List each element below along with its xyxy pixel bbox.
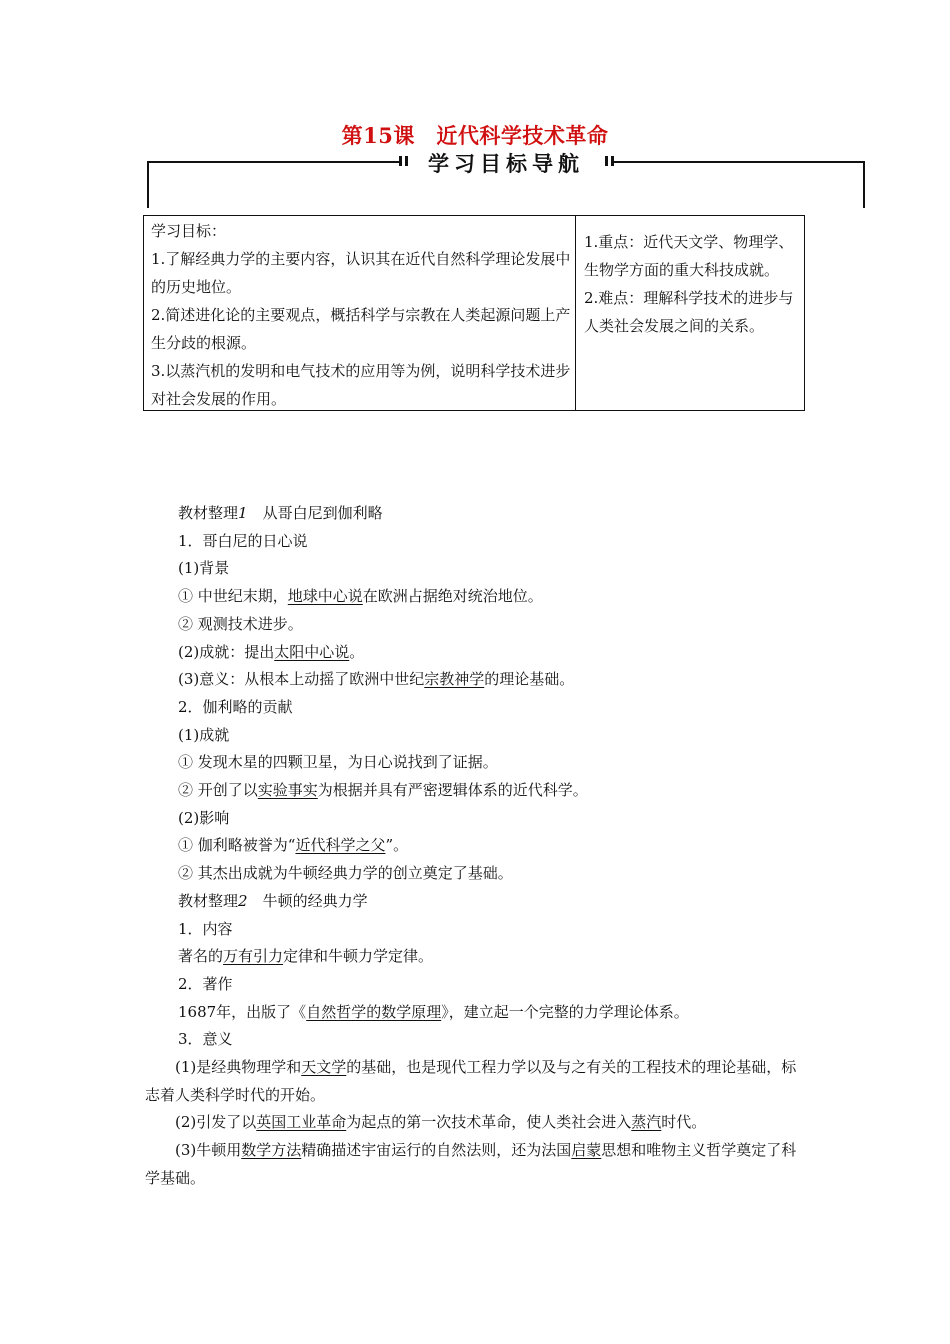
subheading: 1．内容 <box>178 919 233 938</box>
goal-item: 1.了解经典力学的主要内容，认识其在近代自然科学理论发展中的历史地位。 <box>151 250 571 296</box>
lesson-content <box>145 500 808 1193</box>
goals-heading: 学习目标： <box>151 222 227 240</box>
paragraph <box>145 1054 808 1109</box>
blank-answer: 天文学 <box>301 1058 347 1077</box>
key-point: 1.重点：近代天文学、物理学、生物学方面的重大科技成就。 <box>584 233 794 279</box>
blank-answer: 自然哲学的数学原理 <box>306 1002 442 1021</box>
banner-rule-right <box>613 161 865 163</box>
banner-cap <box>611 156 614 166</box>
text: 为根据并具有严密逻辑体系的近代科学。 <box>317 781 588 800</box>
paragraph: ② 其杰出成就为牛顿经典力学的创立奠定了基础。 <box>178 864 513 883</box>
text: 思想和唯物主义哲学奠定了科学基础。 <box>145 1141 797 1187</box>
text: 定律和牛顿力学定律。 <box>283 947 434 966</box>
paragraph <box>145 1109 808 1137</box>
key-points-cell <box>576 216 806 410</box>
subheading: 3．意义 <box>178 1030 233 1049</box>
section-number: 2 <box>238 891 248 910</box>
subheading: 2．伽利略的贡献 <box>178 697 293 716</box>
section-title: 从哥白尼到伽利略 <box>247 504 383 522</box>
text: 著名的 <box>178 947 224 966</box>
text: 1687年，出版了《 <box>178 1002 307 1021</box>
banner-label: 学习目标导航 <box>428 152 584 176</box>
text: ① 伽利略被誉为“ <box>178 836 296 855</box>
blank-answer: 启蒙 <box>571 1141 602 1160</box>
blank-answer: 宗教神学 <box>424 670 485 689</box>
lesson-title: 第15课 近代科学技术革命 <box>341 123 609 148</box>
subheading: 2．著作 <box>178 974 233 993</box>
goals-table <box>143 215 805 411</box>
banner-leg-right <box>863 161 865 208</box>
text: 时代。 <box>661 1113 707 1132</box>
learning-objectives-banner <box>147 152 865 208</box>
subheading: (2)影响 <box>178 808 230 827</box>
text: (2)成就：提出 <box>178 642 275 661</box>
text: ② 开创了以 <box>178 781 258 800</box>
text: (3)牛顿用 <box>175 1141 242 1160</box>
banner-cap <box>605 156 608 166</box>
paragraph: ① 发现木星的四颗卫星，为日心说找到了证据。 <box>178 753 498 772</box>
paragraph <box>145 1137 808 1192</box>
text: (3)意义：从根本上动摇了欧洲中世纪 <box>178 670 425 689</box>
paragraph <box>178 583 808 611</box>
goals-cell <box>144 216 576 410</box>
blank-answer: 蒸汽 <box>631 1113 662 1132</box>
paragraph <box>178 777 808 805</box>
text: 的理论基础。 <box>484 670 575 689</box>
banner-cap <box>405 156 408 166</box>
text: 精确描述宇宙运行的自然法则，还为法国 <box>301 1141 572 1160</box>
paragraph <box>178 666 808 694</box>
blank-answer: 地球中心说 <box>287 587 363 606</box>
goal-item: 3.以蒸汽机的发明和电气技术的应用等为例，说明科学技术进步对社会发展的作用。 <box>151 362 571 408</box>
paragraph: ② 观测技术进步。 <box>178 614 303 633</box>
text: (1)是经典物理学和 <box>175 1058 302 1077</box>
subheading: (1)背景 <box>178 559 230 578</box>
section-title: 牛顿的经典力学 <box>247 891 368 910</box>
text: 为起点的第一次技术革命，使人类社会进入 <box>346 1113 632 1132</box>
text: ”。 <box>385 836 409 855</box>
text: 在欧洲占据绝对统治地位。 <box>362 587 543 606</box>
section-number: 1 <box>238 504 248 522</box>
blank-answer: 太阳中心说 <box>274 642 350 661</box>
blank-answer: 实验事实 <box>257 781 318 800</box>
text: (2)引发了以 <box>175 1113 257 1132</box>
difficult-point: 2.难点：理解科学技术的进步与人类社会发展之间的关系。 <box>584 289 794 335</box>
subheading: 1．哥白尼的日心说 <box>178 531 308 550</box>
banner-leg-left <box>147 161 149 208</box>
section-heading-1 <box>178 500 808 528</box>
section-heading-2 <box>178 888 808 916</box>
goal-item: 2.简述进化论的主要观点，概括科学与宗教在人类起源问题上产生分歧的根源。 <box>151 306 571 352</box>
paragraph <box>178 943 808 971</box>
text: ① 中世纪末期， <box>178 587 288 606</box>
subheading: (1)成就 <box>178 725 230 744</box>
text: 。 <box>349 642 365 661</box>
paragraph <box>178 832 808 860</box>
section-label: 教材整理 <box>178 891 239 910</box>
blank-answer: 英国工业革命 <box>256 1113 347 1132</box>
banner-cap <box>399 156 402 166</box>
text: 的基础，也是现代工程力学以及与之有关的工程技术的理论基础，标志着人类科学时代的开始。 <box>145 1058 797 1104</box>
blank-answer: 万有引力 <box>223 947 284 966</box>
section-label: 教材整理 <box>178 504 239 522</box>
paragraph <box>178 999 808 1027</box>
blank-answer: 近代科学之父 <box>295 836 386 855</box>
banner-rule-left <box>147 161 399 163</box>
blank-answer: 数学方法 <box>241 1141 302 1160</box>
text: 》，建立起一个完整的力学理论体系。 <box>441 1002 689 1021</box>
paragraph <box>178 639 808 667</box>
